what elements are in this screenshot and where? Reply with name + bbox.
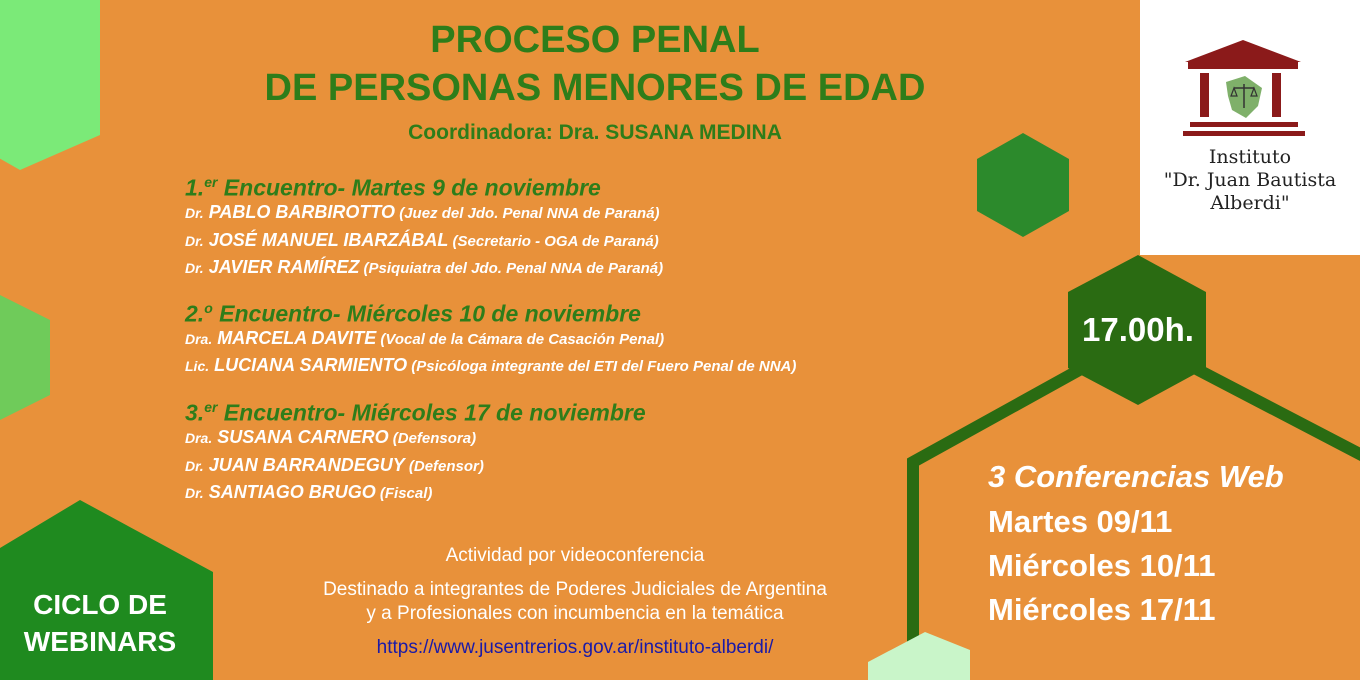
logo-text: [1140, 146, 1360, 215]
target-line-2: y a Profesionales con incumbencia en la temática: [366, 603, 784, 624]
conference-date-1: Martes 09/11: [988, 504, 1173, 539]
logo-line-2: "Dr. Juan Bautista: [1163, 169, 1337, 191]
hexagon-middle: [977, 133, 1069, 237]
time-label: 17.00h.: [1082, 311, 1194, 348]
badge-line-1: CICLO DE: [33, 589, 167, 620]
conference-date-3: Miércoles 17/11: [988, 592, 1216, 627]
speaker-ramirez: Dr. JAVIER RAMÍREZ (Psiquiatra del Jdo. Penal NNA de Paraná): [185, 257, 664, 277]
target-line-1: Destinado a integrantes de Poderes Judiciales de Argentina: [323, 579, 827, 600]
activity-text: Actividad por videoconferencia: [445, 545, 705, 566]
speaker-carnero: Dra. SUSANA CARNERO (Defensora): [185, 427, 477, 447]
title-line-2: DE PERSONAS MENORES DE EDAD: [264, 67, 926, 109]
institute-link[interactable]: https://www.jusentrerios.gov.ar/instituto-alberdi/: [376, 637, 774, 658]
hexagon-left-middle: [0, 295, 50, 420]
encounter-1-title: 1.$^{er}$ Encuentro- Martes 9 de noviembre: [185, 174, 601, 201]
webinar-badge: [0, 586, 200, 660]
logo-line-3: Alberdi": [1210, 192, 1290, 214]
conferences-heading: 3 Conferencias Web: [988, 459, 1284, 494]
conference-date-2: Miércoles 10/11: [988, 548, 1216, 583]
encounter-3-title: 3.$^{er}$ Encuentro- Miércoles 17 de noviembre: [185, 399, 646, 426]
hexagon-top-left: [0, 0, 100, 170]
speaker-barbirotto: Dr. PABLO BARBIROTTO (Juez del Jdo. Penal NNA de Paraná): [185, 202, 660, 222]
speaker-ibarzabal: Dr. JOSÉ MANUEL IBARZÁBAL (Secretario - OGA de Paraná): [185, 230, 659, 250]
speaker-brugo: Dr. SANTIAGO BRUGO (Fiscal): [185, 482, 433, 502]
logo-background: [1140, 0, 1360, 255]
badge-line-2: WEBINARS: [23, 626, 177, 657]
title-line-1: PROCESO PENAL: [430, 19, 760, 61]
speaker-davite: Dra. MARCELA DAVITE (Vocal de la Cámara de Casación Penal): [185, 328, 665, 348]
encounter-2-title: 2.$^o$ Encuentro- Miércoles 10 de noviembre: [185, 300, 641, 327]
speaker-barrandeguy: Dr. JUAN BARRANDEGUY (Defensor): [185, 455, 484, 475]
coordinator: Coordinadora: Dra. SUSANA MEDINA: [408, 121, 782, 144]
logo-line-1: Instituto: [1208, 146, 1292, 168]
speaker-sarmiento: Lic. LUCIANA SARMIENTO (Psicóloga integrante del ETI del Fuero Penal de NNA): [185, 355, 797, 375]
